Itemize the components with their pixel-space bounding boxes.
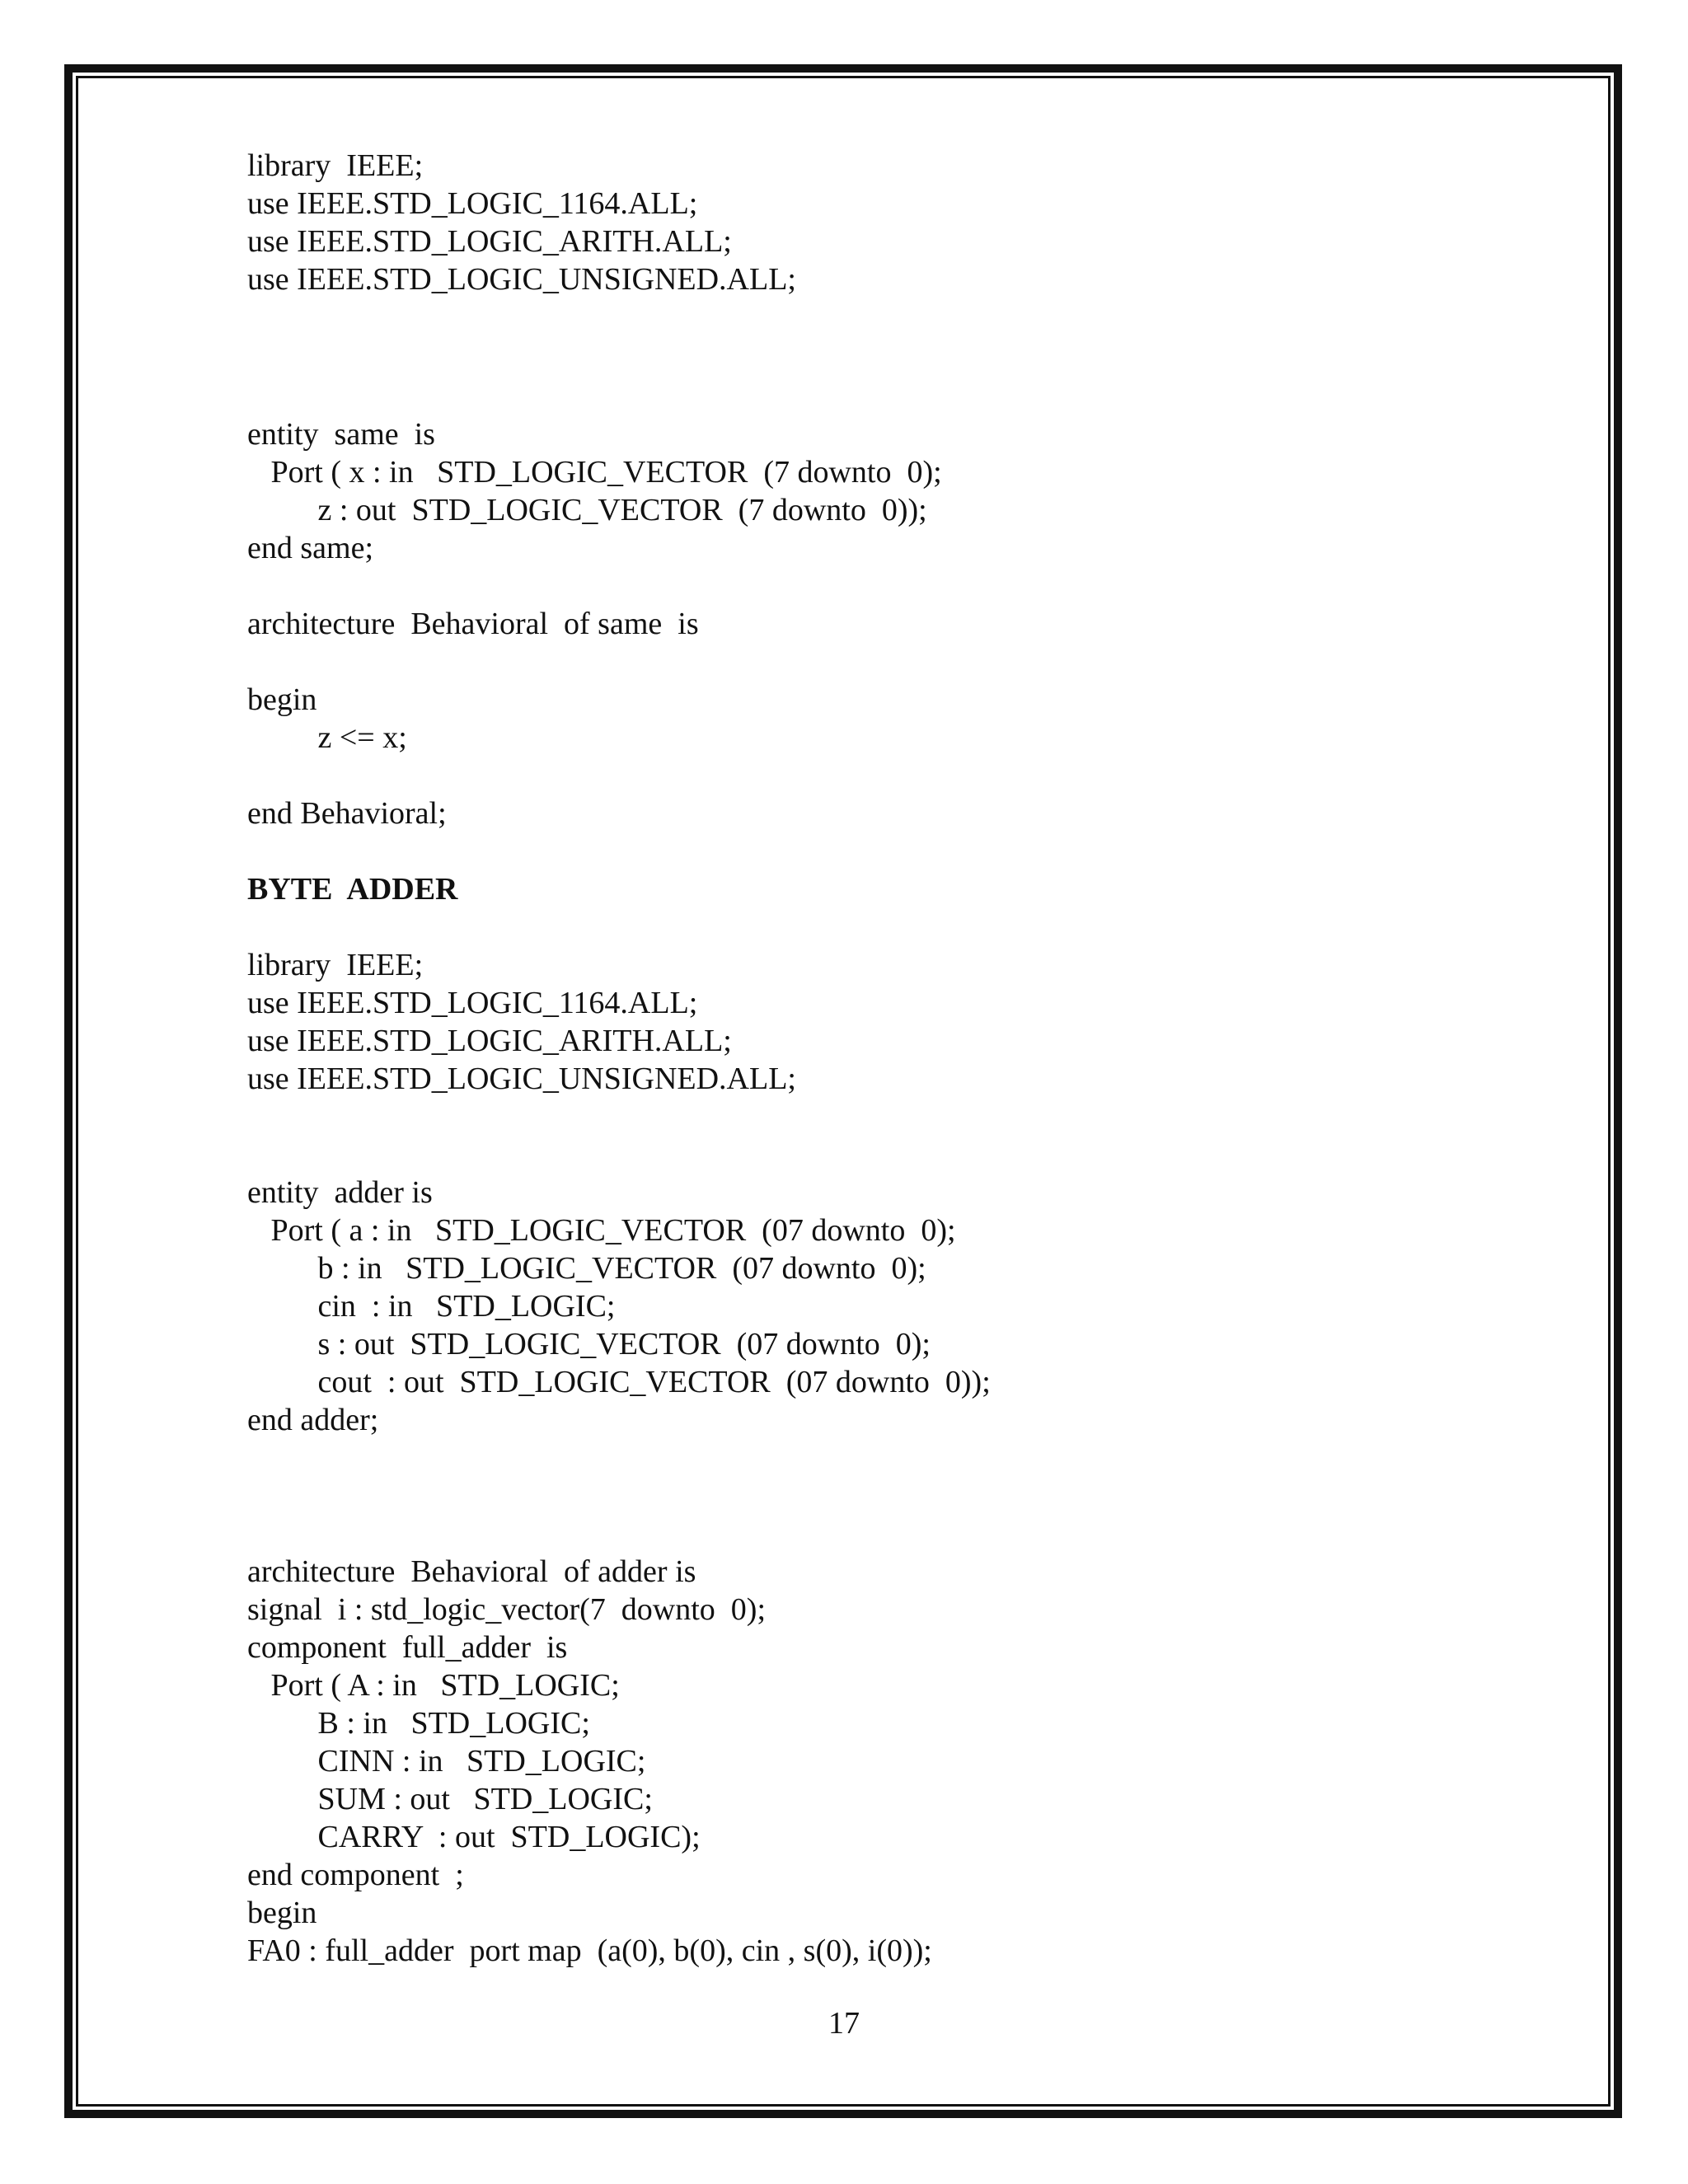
code-line: cout : out STD_LOGIC_VECTOR (07 downto 0)); xyxy=(247,1365,991,1399)
page-number: 17 xyxy=(828,2006,860,2041)
code-line: signal i : std_logic_vector(7 downto 0); xyxy=(247,1592,767,1627)
code-line: CARRY : out STD_LOGIC); xyxy=(247,1820,701,1854)
blank-space xyxy=(247,757,1533,794)
code-line: FA0 : full_adder port map (a(0), b(0), cin , s(0), i(0)); xyxy=(247,1933,932,1968)
code-line: s : out STD_LOGIC_VECTOR (07 downto 0); xyxy=(247,1327,931,1361)
code-line: end adder; xyxy=(247,1403,379,1437)
blank-space xyxy=(247,643,1533,681)
code-line: Port ( x : in STD_LOGIC_VECTOR (7 downto 0); xyxy=(247,455,942,490)
blank-space xyxy=(247,567,1533,605)
code-line: cin : in STD_LOGIC; xyxy=(247,1289,616,1324)
code-line: Port ( A : in STD_LOGIC; xyxy=(247,1668,620,1703)
code-line: use IEEE.STD_LOGIC_UNSIGNED.ALL; xyxy=(247,262,796,297)
code-line: B : in STD_LOGIC; xyxy=(247,1706,590,1741)
code-line: library IEEE; xyxy=(247,948,424,982)
code-line: begin xyxy=(247,682,317,717)
code-line: b : in STD_LOGIC_VECTOR (07 downto 0); xyxy=(247,1251,926,1286)
blank-space xyxy=(247,298,1533,415)
code-line: entity same is xyxy=(247,417,435,452)
code-line: begin xyxy=(247,1896,317,1930)
blank-space xyxy=(247,1439,1533,1553)
code-line: use IEEE.STD_LOGIC_1164.ALL; xyxy=(247,186,698,221)
code-line: z <= x; xyxy=(247,720,407,755)
code-line: component full_adder is xyxy=(247,1630,568,1665)
code-line: entity adder is xyxy=(247,1175,433,1210)
code-line: architecture Behavioral of same is xyxy=(247,607,699,641)
code-line: end component ; xyxy=(247,1858,464,1892)
code-line: end Behavioral; xyxy=(247,796,447,831)
blank-space xyxy=(247,832,1533,870)
code-line: library IEEE; xyxy=(247,148,424,183)
code-line: SUM : out STD_LOGIC; xyxy=(247,1782,653,1816)
code-line: architecture Behavioral of adder is xyxy=(247,1554,696,1589)
code-line: use IEEE.STD_LOGIC_ARITH.ALL; xyxy=(247,224,732,259)
code-line: CINN : in STD_LOGIC; xyxy=(247,1744,646,1779)
code-line: use IEEE.STD_LOGIC_ARITH.ALL; xyxy=(247,1024,732,1058)
blank-space xyxy=(247,908,1533,946)
code-line: use IEEE.STD_LOGIC_UNSIGNED.ALL; xyxy=(247,1062,796,1096)
section-heading: BYTE ADDER xyxy=(247,872,458,907)
code-line: Port ( a : in STD_LOGIC_VECTOR (07 downto 0); xyxy=(247,1213,956,1248)
code-line: use IEEE.STD_LOGIC_1164.ALL; xyxy=(247,986,698,1020)
code-line: end same; xyxy=(247,531,374,565)
code-listing xyxy=(247,147,1533,1970)
code-line: z : out STD_LOGIC_VECTOR (7 downto 0)); xyxy=(247,493,927,527)
blank-space xyxy=(247,1098,1533,1174)
